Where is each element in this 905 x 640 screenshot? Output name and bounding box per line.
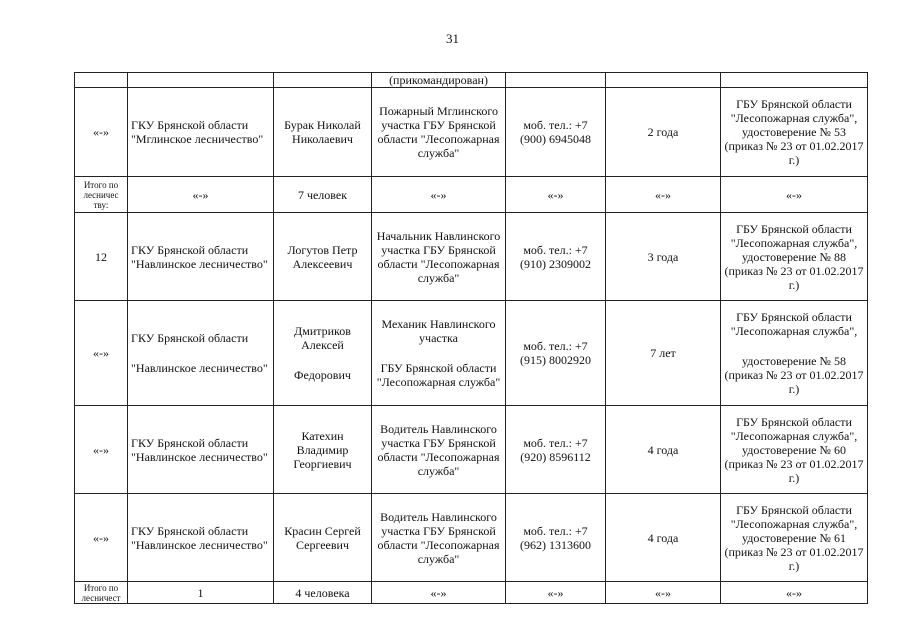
cell-num: «-»: [75, 494, 128, 582]
cell-num: «-»: [75, 406, 128, 494]
total-row: [75, 582, 868, 604]
table-row: [75, 73, 868, 88]
cell-forestry: [128, 301, 274, 406]
cell-experience: 4 года: [606, 494, 721, 582]
cell-num: «-»: [75, 88, 128, 177]
cell-position-part: ГБУ Брянской области "Лесопожарная служба": [376, 361, 501, 389]
cell-experience: 7 лет: [606, 301, 721, 406]
cell-certificate: ГБУ Брянской области "Лесопожарная служба", удостоверение № 53 (приказ № 23 от 01.02.2017 г.): [721, 88, 868, 177]
cell-position-part: Механик Навлинского участка: [381, 317, 496, 345]
cell-experience: 2 года: [606, 88, 721, 177]
table-row: [75, 494, 868, 582]
cell-experience: «-»: [606, 177, 721, 213]
cell-name-part: Дмитриков Алексей: [294, 324, 351, 352]
cell-name: Логутов Петр Алексеевич: [274, 213, 372, 301]
cell-num: [75, 73, 128, 88]
cell-forestry: ГКУ Брянской области "Навлинское лесничество": [128, 213, 274, 301]
total-label: Итого по лесничест: [75, 582, 128, 604]
cell-phone: моб. тел.: +7 (910) 2309002: [506, 213, 606, 301]
cell-certificate: ГБУ Брянской области "Лесопожарная служба", удостоверение № 60 (приказ № 23 от 01.02.2017 г.): [721, 406, 868, 494]
table-row: [75, 213, 868, 301]
cell-forestry: 1: [128, 582, 274, 604]
cell-position: «-»: [372, 582, 506, 604]
cell-certificate: [721, 73, 868, 88]
cell-phone: моб. тел.: +7 (915) 8002920: [506, 301, 606, 406]
cell-name: Бурак Николай Николаевич: [274, 88, 372, 177]
cell-certificate: ГБУ Брянской области "Лесопожарная служба", удостоверение № 61 (приказ № 23 от 01.02.2017 г.): [721, 494, 868, 582]
cell-experience: «-»: [606, 582, 721, 604]
cell-position: Водитель Навлинского участка ГБУ Брянской области "Лесопожарная служба": [372, 494, 506, 582]
cell-experience: 4 года: [606, 406, 721, 494]
cell-position: [372, 301, 506, 406]
cell-forestry: «-»: [128, 177, 274, 213]
page-number: 31: [446, 31, 459, 46]
cell-num: 12: [75, 213, 128, 301]
cell-certificate: ГБУ Брянской области "Лесопожарная служба", удостоверение № 88 (приказ № 23 от 01.02.2017 г.): [721, 213, 868, 301]
total-row: [75, 177, 868, 213]
cell-name: [274, 301, 372, 406]
cell-position: Начальник Навлинского участка ГБУ Брянской области "Лесопожарная служба": [372, 213, 506, 301]
cell-name: Катехин Владимир Георгиевич: [274, 406, 372, 494]
cell-phone: моб. тел.: +7 (962) 1313600: [506, 494, 606, 582]
cell-forestry: [128, 73, 274, 88]
cell-forestry-part: "Навлинское лесничество": [131, 361, 268, 375]
table-row: [75, 301, 868, 406]
cell-position: Водитель Навлинского участка ГБУ Брянской области "Лесопожарная служба": [372, 406, 506, 494]
cell-name-part: Федорович: [294, 368, 351, 382]
cell-certificate: «-»: [721, 177, 868, 213]
cell-forestry: ГКУ Брянской области "Мглинское лесничество": [128, 88, 274, 177]
cell-name: Красин Сергей Сергеевич: [274, 494, 372, 582]
cell-forestry-part: ГКУ Брянской области: [131, 331, 249, 345]
cell-forestry: ГКУ Брянской области "Навлинское лесничество": [128, 494, 274, 582]
cell-name: 4 человека: [274, 582, 372, 604]
cell-num: «-»: [75, 301, 128, 406]
table-row: [75, 406, 868, 494]
cell-certificate-part: ГБУ Брянской области "Лесопожарная служба",: [730, 310, 858, 338]
cell-position: (прикомандирован): [372, 73, 506, 88]
cell-name: 7 человек: [274, 177, 372, 213]
cell-phone: моб. тел.: +7 (900) 6945048: [506, 88, 606, 177]
cell-position: «-»: [372, 177, 506, 213]
cell-experience: [606, 73, 721, 88]
cell-phone: «-»: [506, 177, 606, 213]
cell-position: Пожарный Мглинского участка ГБУ Брянской области "Лесопожарная служба": [372, 88, 506, 177]
cell-phone: моб. тел.: +7 (920) 8596112: [506, 406, 606, 494]
cell-forestry: ГКУ Брянской области "Навлинское лесничество": [128, 406, 274, 494]
total-label: Итого по лесничес тву:: [75, 177, 128, 213]
table-row: [75, 88, 868, 177]
cell-name: [274, 73, 372, 88]
cell-experience: 3 года: [606, 213, 721, 301]
cell-phone: «-»: [506, 582, 606, 604]
personnel-table: [74, 72, 868, 604]
cell-phone: [506, 73, 606, 88]
cell-certificate: [721, 301, 868, 406]
cell-certificate-part: удостоверение № 58 (приказ № 23 от 01.02.2017 г.): [724, 354, 864, 396]
cell-certificate: «-»: [721, 582, 868, 604]
